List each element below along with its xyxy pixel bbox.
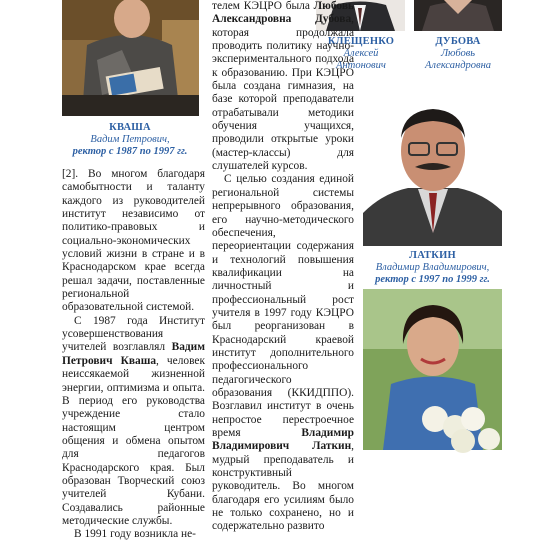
caption-latkin-surname: ЛАТКИН — [409, 250, 456, 261]
caption-latkin-tenure: ректор с 1997 по 1999 гг. — [375, 274, 490, 285]
left-paragraph-3: В 1991 году возникла не- — [74, 528, 196, 541]
middle-paragraph-2 — [212, 173, 354, 533]
caption-kleshchenko-surname: КЛЕЩЕНКО — [327, 36, 395, 47]
kvasha-name: Вадим Петрович Кваша — [62, 341, 205, 367]
middle-paragraph-1-text-a: телем КЭЦРО была — [212, 0, 314, 12]
dubova-name: Любовь Александровна Дубова — [212, 0, 354, 26]
latkin-name: Владимир Владимирович Латкин — [212, 427, 354, 453]
middle-paragraph-1 — [212, 0, 354, 173]
left-text-column — [62, 168, 205, 541]
left-paragraph-2 — [62, 315, 205, 529]
middle-paragraph-2-text-a: С целью создания единой региональной системы непрерывного образования, его научно-методического обеспечения, переориентации содержания и технологий повышения квалификации на личностный и профессиональный рост учителя в 1997 году КЭЦРО был реорганизован в Краснодарский краевой институт дополнительного профессионального педагогического образования (ККИДППО). Возглавил институт в очень непростое перестроечное время — [212, 173, 354, 439]
caption-dubova — [410, 36, 506, 72]
caption-dubova-given1: Любовь — [440, 48, 476, 59]
caption-kvasha-tenure: ректор с 1987 по 1997 гг. — [72, 146, 188, 157]
photo-dubova-portrait — [363, 289, 502, 450]
left-paragraph-2-text-a: С 1987 года Институт усовершенствования учителей возглавлял — [62, 314, 205, 354]
caption-dubova-given2: Александровна — [424, 60, 492, 71]
middle-paragraph-1-text-b: , которая продолжала проводить политику научно-экспериментального подхода к образованию. При КЭЦРО была создана гимназия, на базе которой преподаватели отрабатывали методики обучения учащихся, проводили открытые уроки (мастер-классы) для слушателей курсов. — [212, 13, 354, 173]
caption-kvasha-surname: КВАША — [109, 122, 151, 133]
caption-kleshchenko-given1: Алексей — [343, 48, 379, 59]
middle-paragraph-2-text-b: , мудрый преподаватель и конструктивный руководитель. Во многом благодаря его усилиям было не только сохранено, но и содержательно развито — [212, 440, 354, 533]
left-paragraph-2-text-b: , человек неиссякаемой жизненной энергии, оптимизма и опыта. В период его руководства учреждение стало настоящим центром общения и обмена опытом для педагогов Краснодарского края. Был образован Творческий союз учителей Кубани. Создавались районные методические службы. — [62, 354, 205, 527]
caption-latkin — [360, 250, 505, 286]
photo-latkin — [363, 93, 502, 246]
middle-text-column — [212, 0, 354, 533]
caption-kvasha-given: Вадим Петрович, — [90, 134, 170, 145]
left-paragraph-1: [2]. Во многом благодаря самобытности и таланту каждого из руководителей институт независимо от политико-правовых и социально-экономических условий жизни в стране и в Краснодарском крае всегда решал задачи, поставленные региональной образовательной системой. — [62, 168, 205, 314]
photo-kvasha — [62, 0, 199, 116]
caption-latkin-given: Владимир Владимирович, — [375, 262, 490, 273]
caption-dubova-surname: ДУБОВА — [435, 36, 481, 47]
caption-kleshchenko-given2: Антонович — [336, 60, 386, 71]
photo-dubova — [414, 0, 502, 31]
caption-kvasha — [52, 122, 208, 158]
